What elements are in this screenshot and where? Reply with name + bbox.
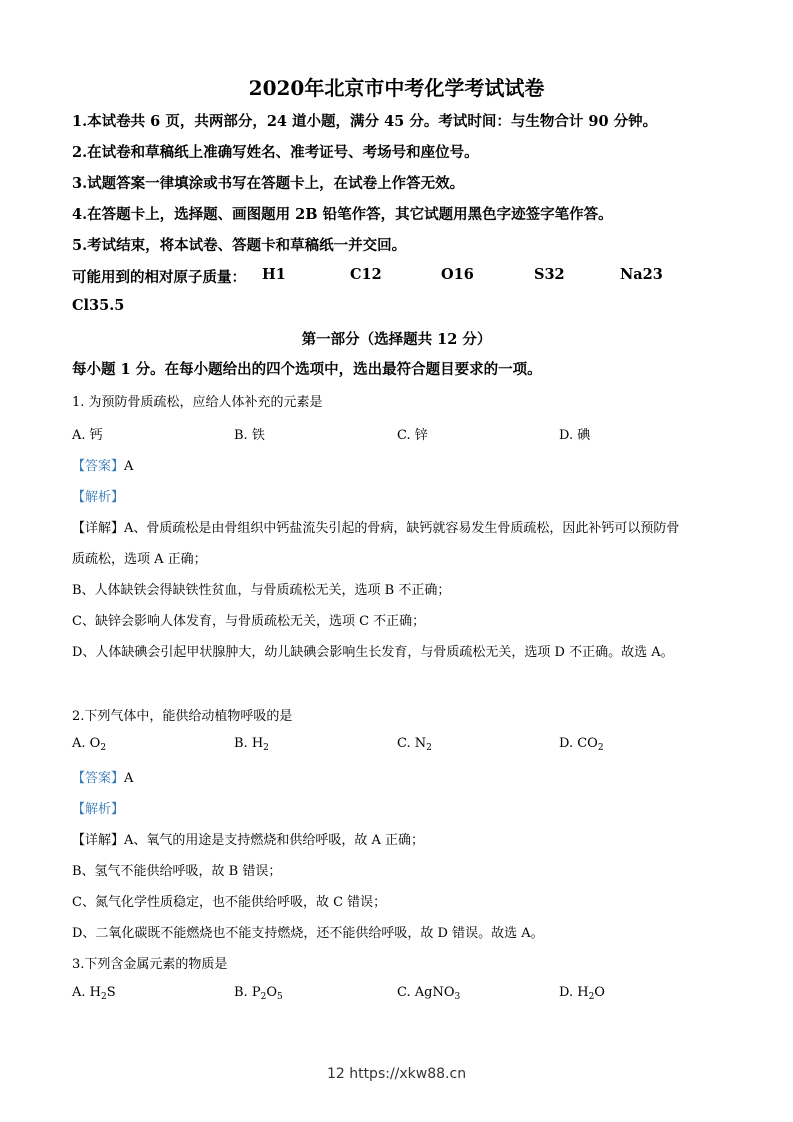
q1-detail-2: 质疏松，选项 A 正确； bbox=[72, 552, 207, 567]
q1-answer-value: A bbox=[124, 459, 134, 474]
q1-option-c: C. 锌 bbox=[397, 428, 428, 443]
instruction-2: 2.在试卷和草稿纸上准确写姓名、准考证号、考场号和座位号。 bbox=[72, 144, 479, 161]
q2-detail-4: D、二氧化碳既不能燃烧也不能支持燃烧，还不能供给呼吸，故 D 错误。故选 A。 bbox=[72, 926, 544, 941]
q2-answer-tag: 【答案】 bbox=[72, 771, 125, 786]
instruction-5: 5.考试结束，将本试卷、答题卡和草稿纸一并交回。 bbox=[72, 237, 407, 254]
q1-option-b: B. 铁 bbox=[234, 428, 265, 443]
atomic-mass-na: Na23 bbox=[620, 266, 663, 283]
q2-option-b: B. $H_2$ bbox=[234, 736, 269, 753]
q2-detail-3: C、氮气化学性质稳定，也不能供给呼吸，故 C 错误； bbox=[72, 895, 387, 910]
q3-option-c: C. AgNO$_3$ bbox=[397, 985, 461, 1002]
q1-detail-1: 【详解】A、骨质疏松是由骨组织中钙盐流失引起的骨病，缺钙就容易发生骨质疏松，因此补钙可以预防骨 bbox=[72, 521, 680, 536]
q1-detail-3: B、人体缺铁会得缺铁性贫血，与骨质疏松无关，选项 B 不正确； bbox=[72, 583, 451, 598]
page-footer: 12 https://xkw88.cn bbox=[326, 1066, 467, 1082]
q1-detail-5: D、人体缺碘会引起甲状腺肿大，幼儿缺碘会影响生长发育，与骨质疏松无关，选项 D 不正确。故选 A。 bbox=[72, 645, 674, 660]
q1-option-a: A. 钙 bbox=[72, 428, 103, 443]
q3-option-b: B. $P_2O_5$ bbox=[234, 985, 283, 1002]
page-title: 2020年北京市中考化学考试试卷 bbox=[248, 76, 545, 100]
section-title: 第一部分（选择题共 12 分） bbox=[301, 331, 492, 348]
instruction-1: 1.本试卷共 6 页，共两部分，24 道小题，满分 45 分。考试时间：与生物合计 90 分钟。 bbox=[72, 113, 658, 130]
atomic-mass-s: S32 bbox=[534, 266, 565, 283]
q2-option-d: D. $CO_2$ bbox=[559, 736, 604, 753]
atomic-mass-h: H1 bbox=[262, 266, 286, 283]
q1-detail-4: C、缺锌会影响人体发育，与骨质疏松无关，选项 C 不正确； bbox=[72, 614, 426, 629]
q2-option-a: A. $O_2$ bbox=[72, 736, 107, 753]
q2-answer-value: A bbox=[124, 771, 134, 786]
q1-analysis-tag: 【解析】 bbox=[72, 490, 125, 505]
atomic-mass-cl: Cl35.5 bbox=[72, 297, 125, 314]
q2-detail-1: 【详解】A、氧气的用途是支持燃烧和供给呼吸，故 A 正确； bbox=[72, 833, 425, 848]
q1-stem: 1. 为预防骨质疏松，应给人体补充的元素是 bbox=[72, 395, 323, 410]
q1-answer-tag: 【答案】 bbox=[72, 459, 125, 474]
instruction-4: 4.在答题卡上，选择题、画图题用 2B 铅笔作答，其它试题用黑色字迹签字笔作答。 bbox=[72, 206, 613, 223]
q2-option-c: C. $N_2$ bbox=[397, 736, 432, 753]
q1-option-d: D. 碘 bbox=[559, 428, 591, 443]
q3-option-d: D. $H_2O$ bbox=[559, 985, 605, 1002]
atomic-mass-label: 可能用到的相对原子质量： bbox=[72, 269, 246, 286]
atomic-mass-o: O16 bbox=[441, 266, 474, 283]
q3-stem: 3.下列含金属元素的物质是 bbox=[72, 957, 228, 972]
atomic-mass-c: C12 bbox=[350, 266, 382, 283]
q2-stem: 2.下列气体中，能供给动植物呼吸的是 bbox=[72, 709, 293, 724]
q1-answer bbox=[72, 455, 133, 474]
instruction-3: 3.试题答案一律填涂或书写在答题卡上，在试卷上作答无效。 bbox=[72, 175, 465, 192]
q3-option-a: A. $H_2S$ bbox=[72, 985, 116, 1002]
section-instruction: 每小题 1 分。在每小题给出的四个选项中，选出最符合题目要求的一项。 bbox=[72, 361, 542, 378]
q2-analysis-tag: 【解析】 bbox=[72, 802, 125, 817]
q2-answer bbox=[72, 767, 133, 786]
q2-detail-2: B、氢气不能供给呼吸，故 B 错误； bbox=[72, 864, 282, 879]
